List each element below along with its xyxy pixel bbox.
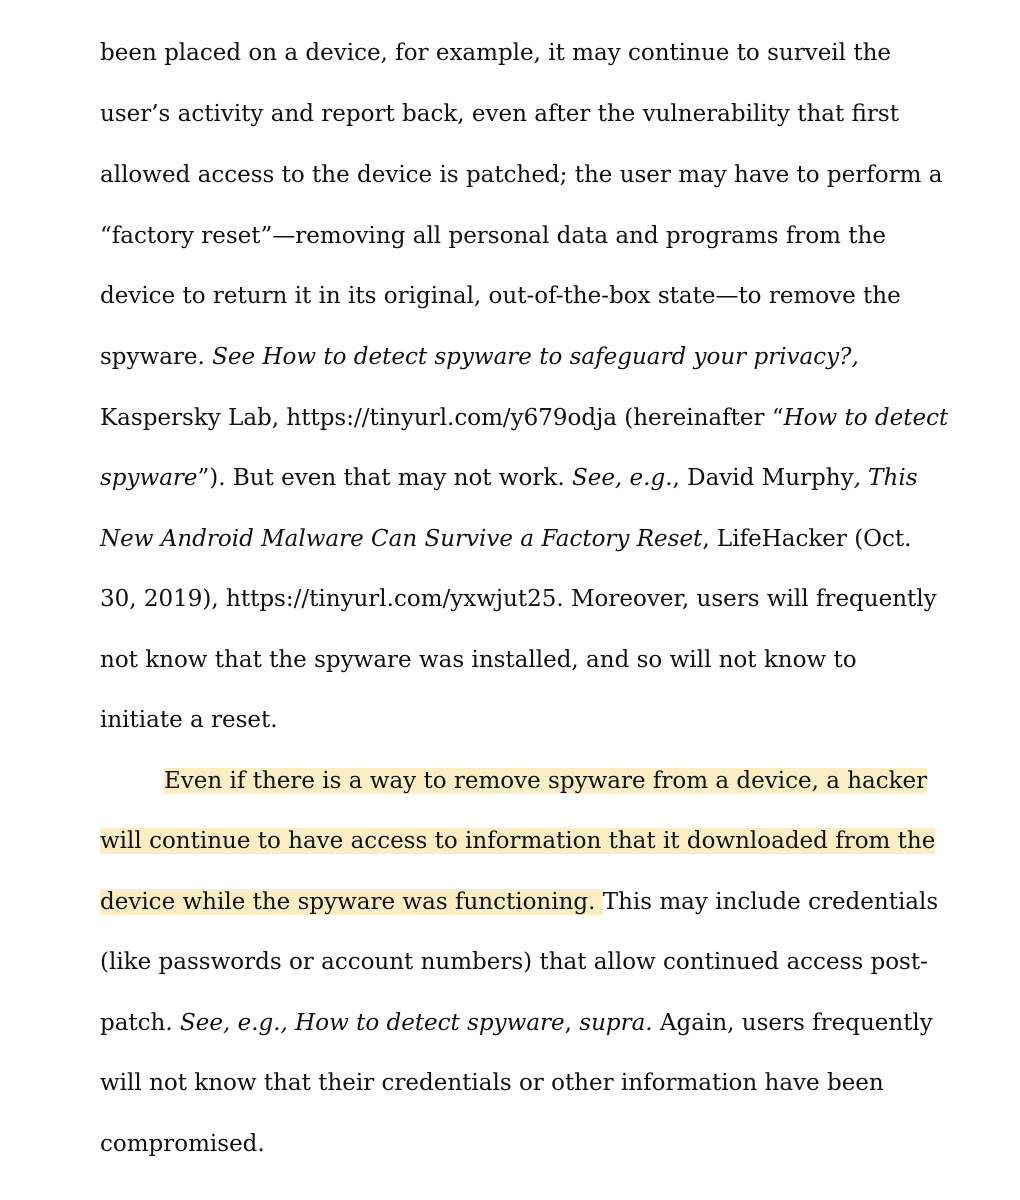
text-line [100,522,911,556]
text-span: spyware. [100,344,213,370]
text-line [100,401,948,435]
highlighted-text: will continue to have access to information that it downloaded from the [100,828,936,854]
highlighted-text: Even if there is a way to remove spyware from a device, a hacker [164,768,928,794]
text-line: user’s activity and report back, even after the vulnerability that first [100,101,899,127]
signal-italic: supra. [579,1010,653,1036]
citation-italic: New Android Malware Can Survive a Factory Reset [100,526,703,552]
text-line: “factory reset”—removing all personal data and programs from the [100,223,886,249]
signal-italic: See, e.g. [571,465,673,491]
text-line [100,461,918,495]
text-span: , LifeHacker (Oct. [702,526,912,552]
text-line [100,1006,933,1040]
text-line: 30, 2019), https://tinyurl.com/yxwjut25. Moreover, users will frequently [100,586,937,612]
text-line [100,824,935,858]
text-span: Again, users frequently [652,1010,933,1036]
text-line: compromised. [100,1131,265,1157]
highlighted-text: device while the spyware was functioning. [100,889,603,915]
signal-italic: See, e.g., How to detect spyware [180,1010,565,1036]
text-span: This may include credentials [602,889,939,915]
citation-italic: , This [853,465,918,491]
text-span: Kaspersky Lab, https://tinyurl.com/y679odja (hereinafter “ [100,405,784,431]
text-span: , David Murphy [672,465,854,491]
text-line: will not know that their credentials or other information have been [100,1070,884,1096]
text-line: initiate a reset. [100,707,278,733]
text-line: (like passwords or account numbers) that allow continued access post- [100,949,928,975]
citation-italic: spyware [100,465,198,491]
text-line: not know that the spyware was installed, and so will not know to [100,647,857,673]
text-line [100,340,859,374]
text-line [164,764,927,798]
text-span: ”). But even that may not work. [197,465,572,491]
text-line: allowed access to the device is patched; the user may have to perform a [100,162,943,188]
text-span: , [564,1010,580,1036]
text-line: been placed on a device, for example, it may continue to surveil the [100,40,891,66]
text-line: device to return it in its original, out-of-the-box state—to remove the [100,283,901,309]
citation-italic: See How to detect spyware to safeguard your privacy?, [212,344,859,370]
text-line [100,885,938,919]
citation-italic: How to detect [783,405,949,431]
text-span: patch. [100,1010,180,1036]
